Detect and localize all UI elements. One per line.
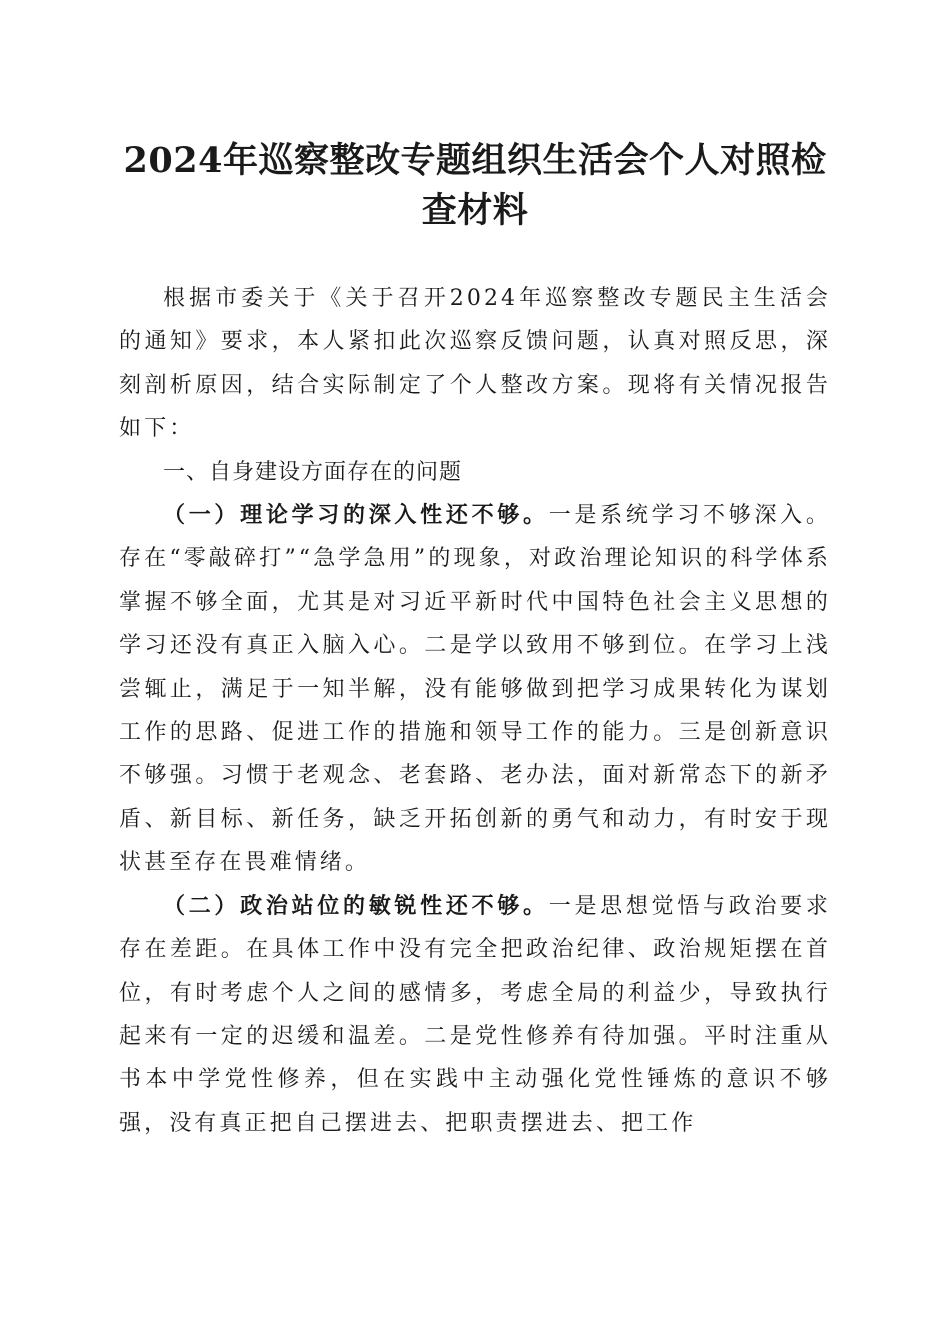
item-2-text: 一是思想觉悟与政治要求存在差距。在具体工作中没有完全把政治纪律、政治规矩摆在首位，有时考虑个人之间的感情多，考虑全局的利益少，导致执行起来有一定的迟缓和温差。二是党性修养有待加强。平时注重从书本中学党性修养，但在实践中主动强化党性锤炼的意识不够强，没有真正把自己摆进去、把职责摆进去、把工作	[119, 893, 831, 1136]
item-1-lead: （一）理论学习的深入性还不够。	[163, 502, 549, 529]
document-body	[119, 277, 831, 1145]
paragraph-item-2	[119, 885, 831, 1145]
section-heading-1: 一、自身建设方面存在的问题	[163, 459, 463, 485]
document-title: 2024年巡察整改专题组织生活会个人对照检查材料	[123, 140, 827, 231]
paragraph-item-1	[119, 494, 831, 885]
item-1-text: 一是系统学习不够深入。存在“零敲碎打”“急学急用”的现象，对政治理论知识的科学体系掌握不够全面，尤其是对习近平新时代中国特色社会主义思想的学习还没有真正入脑入心。二是学以致用不够到位。在学习上浅尝辄止，满足于一知半解，没有能够做到把学习成果转化为谋划工作的思路、促进工作的措施和领导工作的能力。三是创新意识不够强。习惯于老观念、老套路、老办法，面对新常态下的新矛盾、新目标、新任务，缺乏开拓创新的勇气和动力，有时安于现状甚至存在畏难情绪。	[119, 503, 831, 876]
item-2-lead: （二）政治站位的敏锐性还不够。	[163, 892, 549, 919]
intro-paragraph: 根据市委关于《关于召开2024年巡察整改专题民主生活会的通知》要求，本人紧扣此次巡察反馈问题，认真对照反思，深刻剖析原因，结合实际制定了个人整改方案。现将有关情况报告如下：	[119, 286, 831, 442]
